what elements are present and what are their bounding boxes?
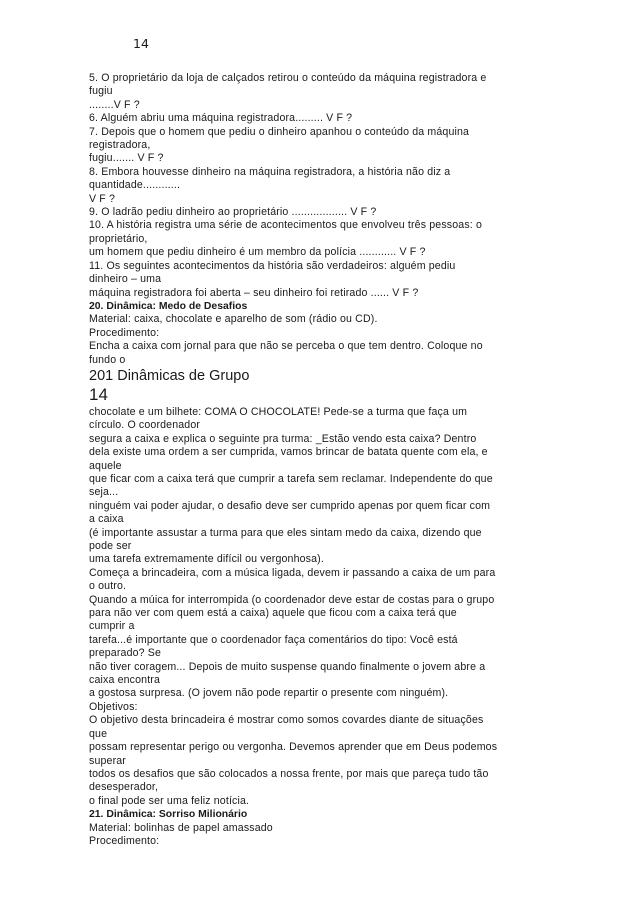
- text-line: 9. O ladrão pediu dinheiro ao proprietário .................. V F ?: [89, 206, 377, 219]
- section-number: 14: [89, 384, 108, 404]
- document-body: [89, 72, 551, 848]
- text-line: O objetivo desta brincadeira é mostrar como somos covardes diante de situações: [89, 714, 484, 727]
- text-line: desesperador,: [89, 781, 159, 794]
- text-line: V F ?: [89, 192, 116, 205]
- text-line: uma tarefa extremamente difícil ou vergonhosa).: [89, 553, 324, 566]
- text-line: seja...: [89, 486, 119, 499]
- block3: [89, 406, 551, 808]
- text-line: Procedimento:: [89, 326, 160, 339]
- text-line: a gostosa surpresa. (O jovem não pode repartir o presente com ninguém).: [89, 687, 449, 700]
- block4: [89, 822, 551, 849]
- text-line: Material: caixa, chocolate e aparelho de som (rádio ou CD).: [89, 313, 378, 326]
- text-line: pode ser: [89, 540, 132, 552]
- text-line: todos os desafios que são colocados a nossa frente, por mais que pareça tudo tão: [89, 767, 489, 780]
- text-line: proprietário,: [89, 232, 148, 245]
- text-line: o final pode ser uma feliz notícia.: [89, 794, 250, 807]
- text-line: que ficar com a caixa terá que cumprir a tarefa sem reclamar. Independente do que: [89, 472, 493, 485]
- text-line: ........V F ?: [89, 98, 140, 111]
- text-line: (é importante assustar a turma para que eles sintam medo da caixa, dizendo que: [89, 526, 482, 539]
- text-line: caixa encontra: [89, 674, 161, 687]
- block2: [89, 313, 551, 367]
- page-number: 14: [133, 36, 149, 51]
- text-line: fundo o: [89, 353, 126, 366]
- text-line: 7. Depois que o homem que pediu o dinheiro apanhou o conteúdo da máquina: [89, 125, 470, 138]
- text-line: fugiu: [89, 85, 113, 98]
- text-line: a caixa: [89, 513, 124, 526]
- text-line: Quando a múica for interrompida (o coordenador deve estar de costas para o grupo: [89, 593, 495, 606]
- text-line: 10. A história registra uma série de acontecimentos que envolveu três pessoas: o: [89, 219, 483, 232]
- text-line: o outro.: [89, 580, 127, 593]
- text-line: tarefa...é importante que o coordenador faça comentários do tipo: Você está: [89, 633, 458, 646]
- text-line: Procedimento:: [89, 834, 160, 847]
- block1: [89, 72, 551, 300]
- text-line: chocolate e um bilhete: COMA O CHOCOLATE! Pede-se a turma que faça um: [89, 405, 468, 418]
- text-line: cumprir a: [89, 620, 135, 633]
- text-line: não tiver coragem... Depois de muito suspense quando finalmente o jovem abre a: [89, 660, 486, 673]
- text-line: Objetivos:: [89, 700, 138, 713]
- text-line: para não ver com quem está a caixa) aquele que ficou com a caixa terá que: [89, 607, 457, 620]
- text-line: fugiu....... V F ?: [89, 152, 164, 165]
- text-line: registradora,: [89, 139, 151, 152]
- text-line: 8. Embora houvesse dinheiro na máquina registradora, a história não diz a: [89, 165, 451, 178]
- text-line: que: [89, 727, 108, 740]
- text-line: ninguém vai poder ajudar, o desafio deve ser cumprido apenas por quem ficar com: [89, 499, 491, 512]
- heading-dinamica-20: 20. Dinâmica: Medo de Desafios: [89, 300, 248, 312]
- text-line: máquina registradora foi aberta – seu dinheiro foi retirado ...... V F ?: [89, 286, 419, 299]
- text-line: dela existe uma ordem a ser cumprida, vamos brincar de batata quente com ela, e: [89, 446, 488, 459]
- heading-dinamica-21: 21. Dinâmica: Sorriso Milionário: [89, 809, 248, 821]
- text-line: dinheiro – uma: [89, 273, 162, 286]
- text-line: Material: bolinhas de papel amassado: [89, 821, 273, 834]
- text-line: 5. O proprietário da loja de calçados retirou o conteúdo da máquina registradora e: [89, 72, 487, 84]
- text-line: preparado? Se: [89, 647, 162, 660]
- text-line: aquele: [89, 459, 122, 472]
- text-line: círculo. O coordenador: [89, 419, 201, 432]
- text-line: superar: [89, 754, 126, 767]
- text-line: Começa a brincadeira, com a música ligada, devem ir passando a caixa de um para: [89, 566, 496, 579]
- text-line: um homem que pediu dinheiro é um membro da polícia ............ V F ?: [89, 246, 426, 259]
- text-line: segura a caixa e explica o seguinte pra turma: _Estão vendo esta caixa? Dentro: [89, 432, 477, 445]
- text-line: Encha a caixa com jornal para que não se perceba o que tem dentro. Coloque no: [89, 340, 483, 353]
- text-line: quantidade............: [89, 179, 181, 192]
- text-line: 6. Alguém abriu uma máquina registradora......... V F ?: [89, 112, 353, 125]
- text-line: 11. Os seguintes acontecimentos da história são verdadeiros: alguém pediu: [89, 259, 456, 272]
- text-line: possam representar perigo ou vergonha. Devemos aprender que em Deus podemos: [89, 741, 498, 754]
- section-title: 201 Dinâmicas de Grupo: [89, 367, 250, 384]
